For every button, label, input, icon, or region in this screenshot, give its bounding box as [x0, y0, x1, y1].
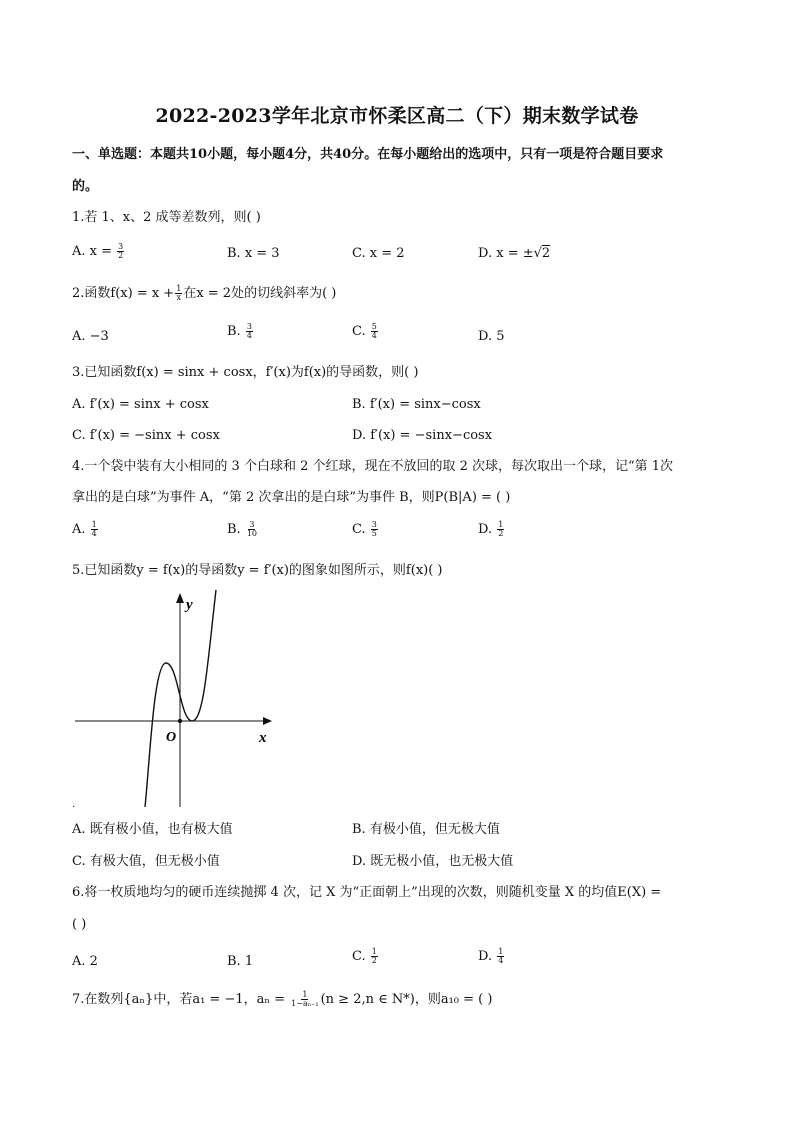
q3-option-d: D. f′(x) = −sinx−cosx — [352, 428, 493, 443]
q4-option-a: A. $\frac{1}{4}$ — [72, 520, 97, 538]
q3-stem: 3.已知函数f(x) = sinx + cosx，f′(x)为f(x)的导函数，则( ) — [72, 365, 419, 380]
y-axis-label: y — [186, 597, 193, 613]
q5-stem: 5.已知函数y = f(x)的导函数y = f′(x)的图象如图所示，则f(x)( ) — [72, 563, 443, 578]
q1-option-b: B. x = 3 — [227, 246, 280, 261]
q4-stem-line2: 拿出的是白球”为事件 A，“第 2 次拿出的是白球”为事件 B，则P(B|A) = ( ) — [72, 490, 511, 505]
q5-option-d: D. 既无极小值，也无极大值 — [352, 854, 514, 869]
section-heading-line1: 一、单选题：本题共10小题，每小题4分，共40分。在每小题给出的选项中，只有一项是符合题目要求 — [72, 147, 664, 162]
q2-option-d: D. 5 — [478, 329, 505, 344]
origin-label: O — [166, 730, 177, 745]
q6-option-c: C. $\frac{1}{2}$ — [352, 947, 377, 965]
q1-option-a: A. x = $\frac{3}{2}$ — [72, 242, 124, 260]
q2-option-c: C. $\frac{5}{4}$ — [352, 322, 377, 340]
y-axis — [176, 593, 184, 807]
q6-option-d: D. $\frac{1}{4}$ — [478, 947, 504, 965]
q5-option-a: A. 既有极小值，也有极大值 — [72, 822, 233, 837]
q4-option-b: B. $\frac{3}{10}$ — [227, 520, 258, 538]
x-axis-label: x — [259, 730, 267, 746]
q6-stem-line1: 6.将一枚质地均匀的硬币连续抛掷 4 次，记 X 为“正面朝上”出现的次数，则随机变量 X 的均值E(X) = — [72, 885, 662, 900]
q5-option-c: C. 有极大值，但无极小值 — [72, 854, 220, 869]
q4-stem-line1: 4.一个袋中装有大小相同的 3 个白球和 2 个红球，现在不放回的取 2 次球，每次取出一个球，记“第 1次 — [72, 459, 674, 474]
q1-option-d: D. x = ±√2 — [478, 246, 551, 261]
q5-option-b: B. 有极小值，但无极大值 — [352, 822, 500, 837]
sqrt-sign: √ — [533, 246, 542, 261]
q6-option-a: A. 2 — [72, 954, 98, 969]
page-title: 2022-2023学年北京市怀柔区高二（下）期末数学试卷 — [155, 105, 639, 127]
q1-option-c: C. x = 2 — [352, 246, 405, 261]
q4-option-d: D. $\frac{1}{2}$ — [478, 520, 504, 538]
q2-option-a: A. −3 — [72, 329, 109, 344]
q6-stem-line2: ( ) — [72, 917, 87, 932]
q2-option-b: B. $\frac{3}{4}$ — [227, 322, 252, 340]
q3-option-a: A. f′(x) = sinx + cosx — [72, 397, 209, 412]
q2-stem: 2.函数f(x) = x + $\frac{1}{x}$ 在x = 2处的切线斜率为( ) — [72, 284, 337, 302]
section-heading-line2: 的。 — [72, 179, 99, 194]
derivative-graph — [72, 588, 282, 813]
q1-option-a-fraction: $\frac{3}{2}$ — [118, 242, 124, 260]
q3-option-c: C. f′(x) = −sinx + cosx — [72, 428, 220, 443]
q6-option-b: B. 1 — [227, 954, 254, 969]
origin-point — [178, 719, 182, 723]
q4-option-c: C. $\frac{3}{5}$ — [352, 520, 377, 538]
q3-option-b: B. f′(x) = sinx−cosx — [352, 397, 481, 412]
x-axis — [75, 717, 272, 725]
q1-stem: 1.若 1、x、2 成等差数列，则( ) — [72, 210, 261, 225]
graph-trailing-dot: . — [72, 799, 76, 810]
q7-stem: 7.在数列{aₙ}中，若a₁ = −1，aₙ = $\frac{1}{\text{1−aₙ₋₁}}$ (n ≥ 2,n ∈ N*)，则a₁₀ = ( ) — [72, 990, 493, 1008]
